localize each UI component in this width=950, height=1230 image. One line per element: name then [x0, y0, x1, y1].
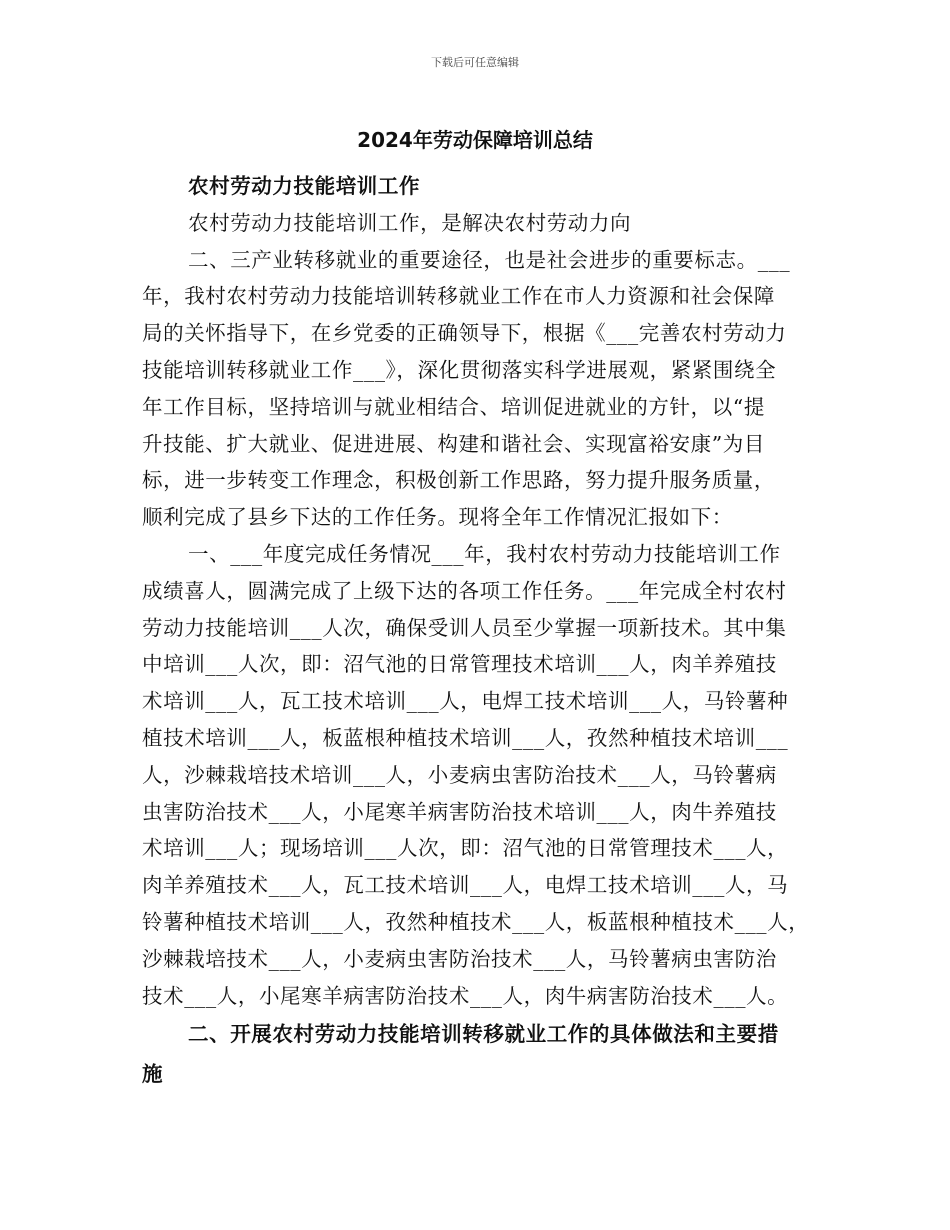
document-body [142, 168, 822, 1094]
section-heading-1: 农村劳动力技能培训工作 [188, 174, 421, 198]
paragraph-line: 技术___人，小尾寒羊病害防治技术___人，肉牛病害防治技术___人。 [142, 983, 789, 1008]
paragraph-line: 技能培训转移就业工作___》，深化贯彻落实科学进展观，紧紧围绕全 [142, 357, 777, 382]
paragraph-line: 标，进一步转变工作理念，积极创新工作思路，努力提升服务质量， [142, 468, 775, 493]
paragraph-line: 年工作目标，坚持培训与就业相结合、培训促进就业的方针，以“提 [142, 394, 765, 419]
paragraph-line: 年，我村农村劳动力技能培训转移就业工作在市人力资源和社会保障 [142, 284, 775, 309]
section-heading-2-continuation: 施 [142, 1062, 164, 1087]
paragraph-line: 虫害防治技术___人，小尾寒羊病害防治技术培训___人，肉牛养殖技 [142, 799, 777, 824]
paragraph-line: 铃薯种植技术培训___人，孜然种植技术___人，板蓝根种植技术___人， [142, 909, 810, 934]
header-note: 下载后可任意编辑 [431, 56, 519, 69]
paragraph-line: 沙棘栽培技术___人，小麦病虫害防治技术___人，马铃薯病虫害防治 [142, 946, 777, 971]
paragraph-line: 一、___年度完成任务情况___年，我村农村劳动力技能培训工作 [188, 541, 781, 566]
paragraph-line: 劳动力技能培训___人次，确保受训人员至少掌握一项新技术。其中集 [142, 615, 787, 640]
paragraph-line: 升技能、扩大就业、促进进展、构建和谐社会、实现富裕安康”为目 [142, 431, 765, 456]
paragraph-line: 成绩喜人，圆满完成了上级下达的各项工作任务。___年完成全村农村 [142, 578, 787, 603]
section-heading-2: 二、开展农村劳动力技能培训转移就业工作的具体做法和主要措 [188, 1022, 779, 1047]
paragraph-line: 二、三产业转移就业的重要途径，也是社会进步的重要标志。___ [188, 247, 791, 272]
paragraph-line: 肉羊养殖技术___人，瓦工技术培训___人，电焊工技术培训___人，马 [142, 873, 789, 898]
paragraph-line: 术培训___人，瓦工技术培训___人，电焊工技术培训___人，马铃薯种 [142, 689, 789, 714]
paragraph-line: 术培训___人；现场培训___人次，即：沼气池的日常管理技术___人， [142, 836, 789, 861]
paragraph-line: 中培训___人次，即：沼气池的日常管理技术培训___人，肉羊养殖技 [142, 652, 777, 677]
paragraph-line: 农村劳动力技能培训工作，是解决农村劳动力向 [188, 210, 632, 235]
document-title: 2024年劳动保障培训总结 [357, 128, 593, 152]
paragraph-line: 人，沙棘栽培技术培训___人，小麦病虫害防治技术___人，马铃薯病 [142, 762, 777, 787]
paragraph-line: 局的关怀指导下，在乡党委的正确领导下，根据《___完善农村劳动力 [142, 321, 787, 346]
paragraph-line: 顺利完成了县乡下达的工作任务。现将全年工作情况汇报如下： [142, 505, 733, 530]
paragraph-line: 植技术培训___人，板蓝根种植技术培训___人，孜然种植技术培训___ [142, 725, 789, 750]
